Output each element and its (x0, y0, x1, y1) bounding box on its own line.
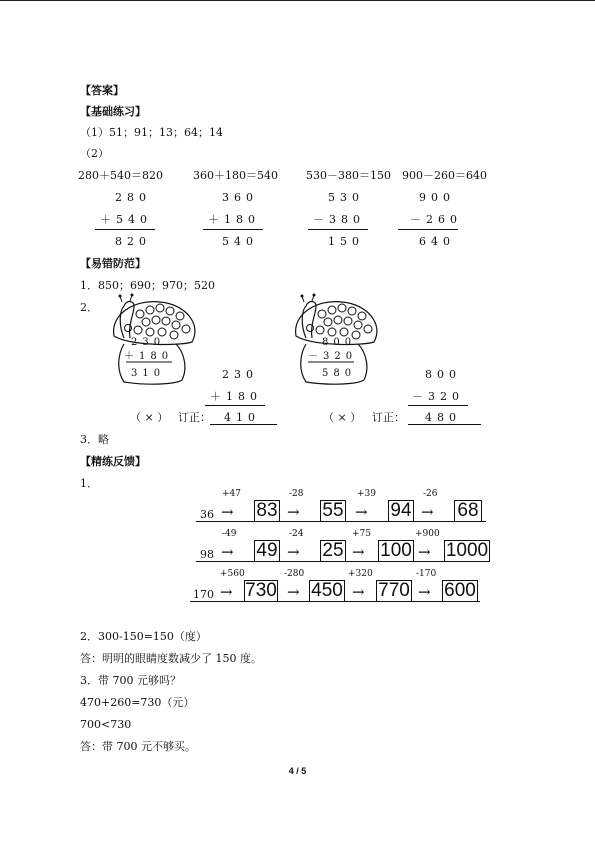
practice-q1: 1． (80, 477, 98, 490)
arrow-icon: → (287, 503, 300, 521)
equation-4: 900－260＝640 (402, 169, 487, 182)
correction-1-op: ＋180 (210, 390, 262, 403)
chain-3-op-3: +320 (348, 569, 373, 579)
arrow-icon: → (221, 503, 234, 521)
chain-2-op-4: +900 (415, 529, 440, 539)
arrow-icon: → (421, 503, 434, 521)
chain-1-value-1: 83 (254, 500, 280, 522)
chain-1-op-3: +39 (357, 489, 376, 499)
practice-q3-line-2: 700<730 (80, 718, 132, 731)
vertical-1-op: ＋540 (100, 213, 152, 226)
chain-2-op-2: -24 (289, 529, 304, 539)
correction-1-result: 410 (224, 411, 260, 424)
arrow-icon: → (220, 583, 233, 601)
chain-1-value-4: 68 (454, 500, 482, 522)
chain-3-op-1: +560 (220, 569, 245, 579)
equation-1: 280＋540＝820 (78, 169, 163, 182)
chain-2-op-1: -49 (222, 529, 237, 539)
vertical-1-line (95, 229, 155, 230)
mistake-2-result: 580 (322, 368, 357, 379)
vertical-3-op: －380 (313, 213, 365, 226)
correction-2-top: 800 (425, 368, 461, 381)
basic-q2: （2） (80, 147, 109, 160)
mistake-q3: 3．略 (80, 433, 109, 446)
chain-2-value-2: 25 (320, 540, 346, 562)
vertical-3-result: 150 (328, 235, 364, 248)
chain-1-value-3: 94 (388, 500, 414, 522)
correction-1-line (205, 405, 265, 406)
mistake-1-op: ＋180 (124, 351, 174, 362)
vertical-4-result: 640 (419, 235, 455, 248)
basic-q1: （1）51；91；13；64；14 (80, 126, 223, 139)
arrow-icon: → (221, 543, 234, 561)
top-rule (0, 0, 595, 1)
practice-q3-line-1: 470+260=730（元） (80, 696, 195, 709)
mistake-1-correct-label: 订正： (178, 411, 211, 424)
chain-2-start: 98 (200, 548, 214, 561)
chain-3-op-2: -280 (284, 569, 305, 579)
chain-2-value-3: 100 (378, 540, 414, 562)
vertical-1-result: 820 (115, 235, 151, 248)
chain-2-op-3: +75 (352, 529, 371, 539)
chain-3-value-3: 770 (376, 580, 412, 602)
heading-basic: 【基础练习】 (80, 105, 146, 118)
arrow-icon: → (287, 583, 300, 601)
vertical-3-top: 530 (328, 191, 364, 204)
heading-practice: 【精练反馈】 (80, 455, 146, 468)
mistake-1-top: 230 (131, 337, 166, 348)
heading-mistake: 【易错防范】 (80, 257, 146, 270)
chain-3-value-1: 730 (245, 580, 277, 601)
mistake-1-result: 310 (131, 368, 166, 379)
vertical-1-top: 280 (115, 191, 151, 204)
vertical-2-result: 540 (222, 235, 258, 248)
vertical-4-line (398, 229, 458, 230)
mistake-2-correct-label: 订正： (372, 411, 405, 424)
chain-1-start: 36 (200, 508, 214, 521)
vertical-3-line (308, 229, 368, 230)
chain-3-value-4: 600 (442, 580, 478, 602)
arrow-icon: → (352, 543, 365, 561)
mistake-1-mark: （ × ） (130, 411, 169, 424)
correction-1-answer-line (210, 424, 277, 425)
arrow-icon: → (418, 583, 431, 601)
chain-1-op-4: -26 (423, 489, 438, 499)
mistake-2-mark: （ × ） (323, 411, 362, 424)
practice-q3: 3．带 700 元够吗？ (80, 674, 181, 687)
heading-answer: 【答案】 (80, 84, 124, 97)
chain-2-value-1: 49 (254, 540, 280, 562)
chain-1-value-2: 55 (320, 500, 346, 522)
correction-2-op: －320 (412, 390, 464, 403)
chain-1-op-2: -28 (289, 489, 304, 499)
chain-3-op-4: -170 (416, 569, 437, 579)
mistake-q1: 1．850；690；970；520 (80, 279, 215, 292)
practice-q2-answer: 答：明明的眼睛度数减少了 150 度。 (80, 652, 262, 665)
correction-2-answer-line (408, 424, 481, 425)
page-number: 4 / 5 (288, 766, 307, 776)
practice-q2: 2．300-150=150（度） (80, 630, 207, 643)
mistake-2-top: 800 (322, 337, 357, 348)
chain-1-op-1: +47 (222, 489, 241, 499)
chain-2-value-4: 1000 (445, 540, 489, 561)
arrow-icon: → (287, 543, 300, 561)
vertical-4-op: －260 (410, 213, 462, 226)
vertical-2-top: 360 (222, 191, 258, 204)
arrow-icon: → (355, 503, 368, 521)
correction-2-line (408, 405, 468, 406)
vertical-4-top: 900 (419, 191, 455, 204)
equation-2: 360＋180＝540 (193, 169, 278, 182)
equation-3: 530－380＝150 (306, 169, 391, 182)
practice-q3-answer: 答：带 700 元不够买。 (80, 740, 196, 753)
correction-1-top: 230 (222, 368, 258, 381)
mistake-2-op: －320 (308, 351, 358, 362)
arrow-icon: → (418, 543, 431, 561)
chain-3-start: 170 (193, 588, 214, 601)
arrow-icon: → (352, 583, 365, 601)
chain-3-value-2: 450 (309, 580, 345, 602)
correction-2-result: 480 (425, 411, 461, 424)
vertical-2-op: ＋180 (208, 213, 260, 226)
mistake-q2: 2． (80, 301, 98, 314)
vertical-2-line (203, 229, 263, 230)
